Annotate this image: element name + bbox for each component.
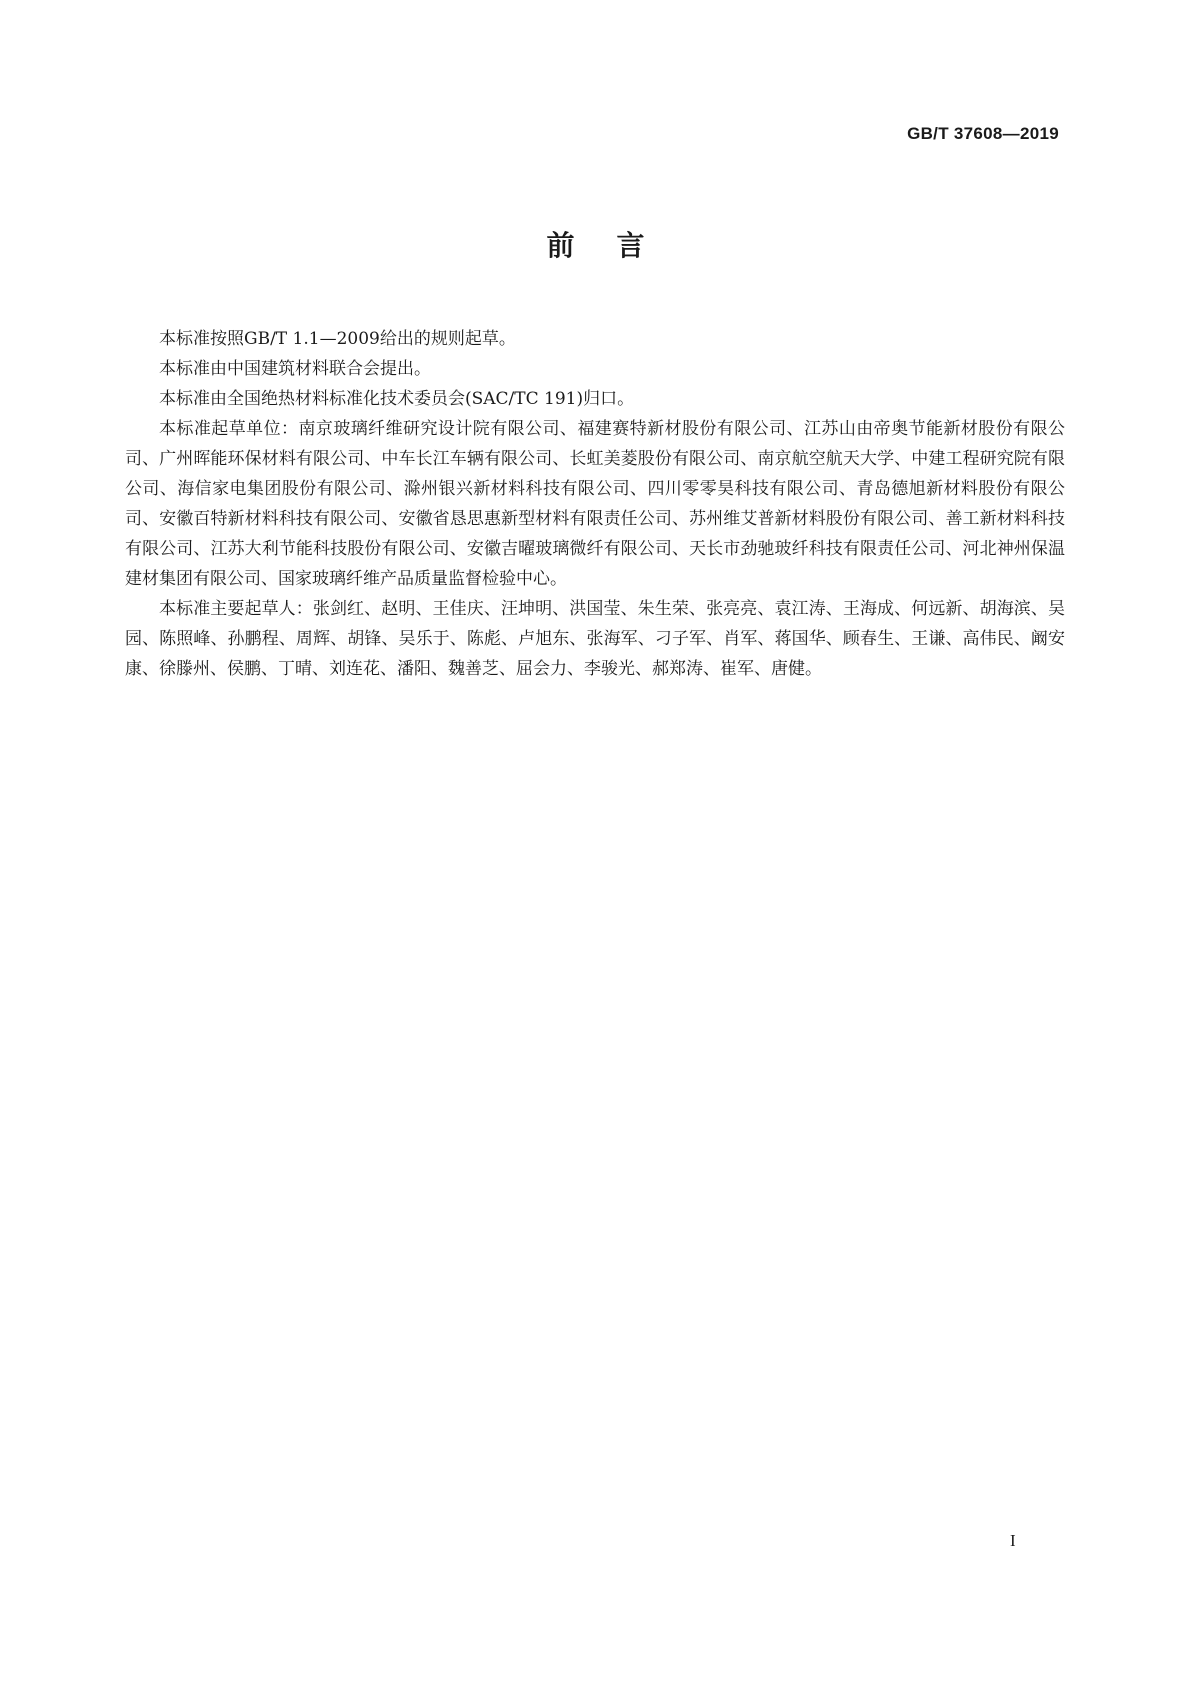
paragraph-drafting-units: 本标准起草单位：南京玻璃纤维研究设计院有限公司、福建赛特新材股份有限公司、江苏山由帝奥节能新材股份有限公司、广州晖能环保材料有限公司、中车长江车辆有限公司、长虹美菱股份有限公司、南京航空航天大学、中建工程研究院有限公司、海信家电集团股份有限公司、滁州银兴新材料科技有限公司、四川零零昊科技有限公司、青岛德旭新材料股份有限公司、安徽百特新材料科技有限公司、安徽省恳思惠新型材料有限责任公司、苏州维艾普新材料股份有限公司、善工新材料科技有限公司、江苏大利节能科技股份有限公司、安徽吉曜玻璃微纤有限公司、天长市劲驰玻纤科技有限责任公司、河北神州保温建材集团有限公司、国家玻璃纤维产品质量监督检验中心。 <box>125 419 1065 589</box>
page-number: I <box>1010 1531 1016 1550</box>
paragraph-drafters: 本标准主要起草人：张剑红、赵明、王佳庆、汪坤明、洪国莹、朱生荣、张亮亮、袁江涛、王海成、何远新、胡海滨、吴园、陈照峰、孙鹏程、周辉、胡锋、吴乐于、陈彪、卢旭东、张海军、刁子军、肖军、蒋国华、顾春生、王谦、高伟民、阚安康、徐滕州、侯鹏、丁晴、刘连花、潘阳、魏善芝、屈会力、李骏光、郝郑涛、崔军、唐健。 <box>125 599 1065 679</box>
standard-code: GB/T 37608—2019 <box>907 124 1059 143</box>
paragraph-drafting-rules: 本标准按照GB/T 1.1—2009给出的规则起草。 <box>159 329 516 349</box>
paragraph-committee: 本标准由全国绝热材料标准化技术委员会(SAC/TC 191)归口。 <box>159 389 635 409</box>
preface-body <box>125 324 1065 684</box>
page-title: 前言 <box>546 229 687 262</box>
paragraph-proposer: 本标准由中国建筑材料联合会提出。 <box>159 359 431 379</box>
